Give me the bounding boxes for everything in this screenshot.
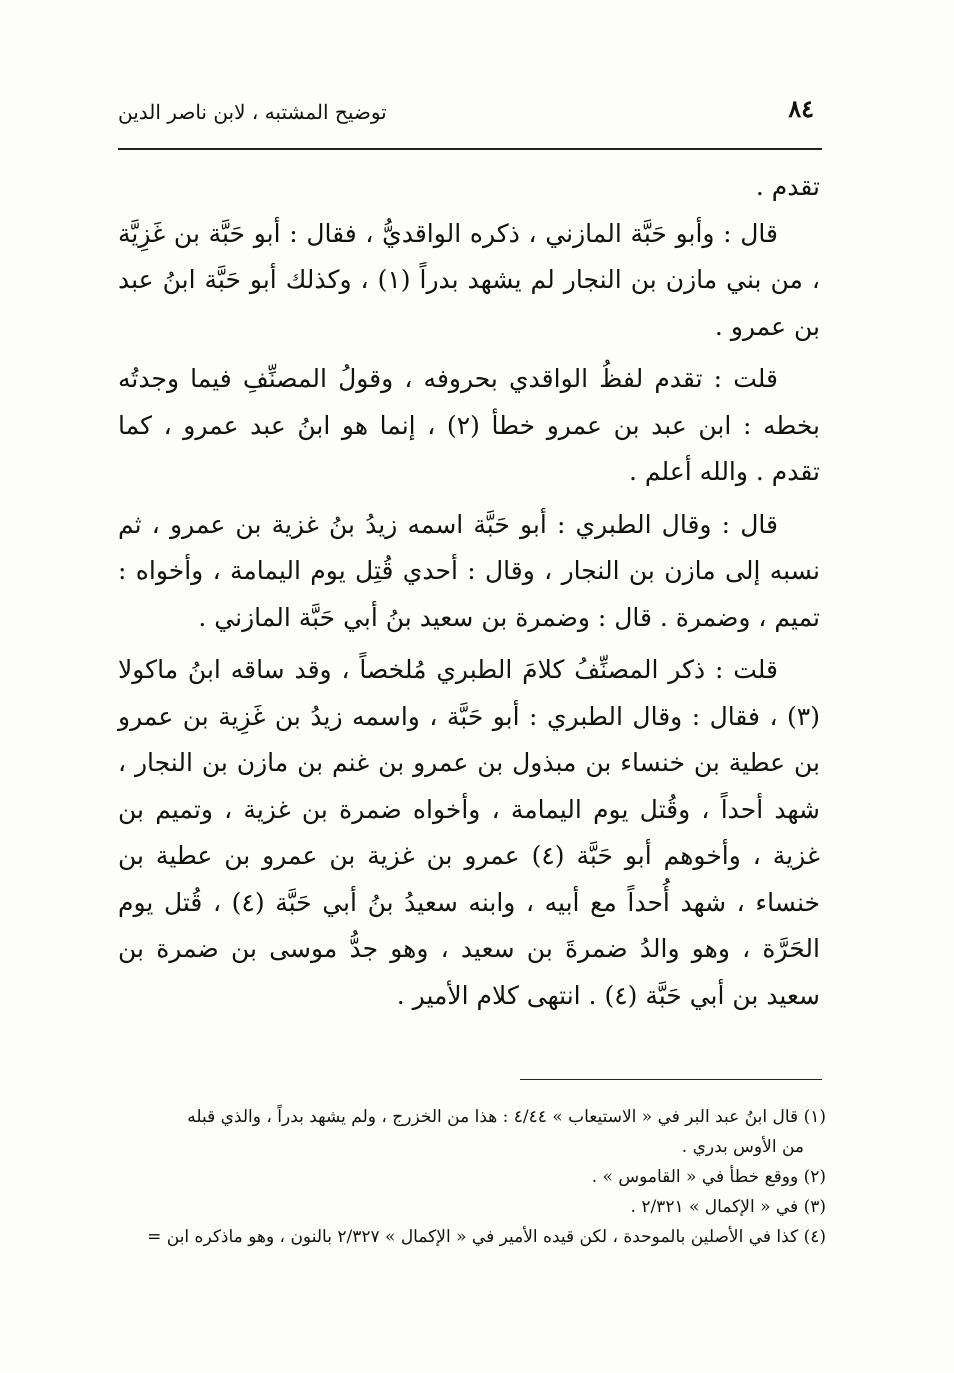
footnote: (٤) كذا في الأصلين بالموحدة ، لكن قيده الأمير في « الإكمال » ٢/٣٢٧ بالنون ، وهو ماذكره ابن = <box>147 1227 826 1247</box>
paragraph: قلت : تقدم لفظُ الواقدي بحروفه ، وقولُ المصنِّفِ فيما وجدتُه بخطه : ابن عبد بن عمرو خطأ (٢) ، إنما هو ابنُ عبد عمرو ، كما تقدم . والله أعلم . <box>118 364 820 486</box>
paragraph: قال : وأبو حَبَّة المازني ، ذكره الواقديُّ ، فقال : أبو حَبَّة بن غَزِيَّة ، من بني مازن بن النجار لم يشهد بدراً (١) ، وكذلك أبو حَبَّة ابنُ عبد بن عمرو . <box>118 218 820 341</box>
main-text <box>118 164 820 1019</box>
footnote-continuation: من الأوس بدري . <box>681 1137 804 1157</box>
page-number: ٨٤ <box>788 94 814 123</box>
paragraph: قلت : ذكر المصنِّفُ كلامَ الطبري مُلخصاً ، وقد ساقه ابنُ ماكولا (٣) ، فقال : وقال الطبري : أبو حَبَّة ، واسمه زيدُ بن غَزِية بن عمرو بن عطية بن خنساء بن مبذول بن عمرو بن غنم بن مازن بن النجار ، شهد أحداً ، وقُتل يوم اليمامة ، وأخواه ضمرة بن غزية ، وتميم بن غزية ، وأخوهم أبو حَبَّة (٤) عمرو بن غزية بن عمرو بن عطية بن خنساء ، شهد أُحداً مع أبيه ، وابنه سعيدُ بنُ أبي حَبَّة (٤) ، قُتل يوم الحَرَّة ، وهو والدُ ضمرةَ بن سعيد ، وهو جدُّ موسى بن ضمرة بن سعيد بن أبي حَبَّة (٤) . انتهى كلام الأمير . <box>118 655 821 1010</box>
footnote: (٣) في « الإكمال » ٢/٣٢١ . <box>630 1197 826 1217</box>
footnote: (١) قال ابنُ عبد البر في « الاستيعاب » ٤/٤٤ : هذا من الخزرج ، ولم يشهد بدراً ، والذي قبله <box>187 1107 826 1127</box>
running-title: توضيح المشتبه ، لابن ناصر الدين <box>118 100 387 124</box>
header-rule <box>118 148 822 150</box>
paragraph: تقدم . <box>755 172 820 201</box>
footnote: (٢) ووقع خطأ في « القاموس » . <box>591 1167 826 1187</box>
paragraph: قال : وقال الطبري : أبو حَبَّة اسمه زيدُ بنُ غزية بن عمرو ، ثم نسبه إلى مازن بن النجار ، وقال : أحدي قُتِل يوم اليمامة ، وأخواه : تميم ، وضمرة . قال : وضمرة بن سعيد بنُ أبي حَبَّة المازني . <box>118 509 820 632</box>
footnote-rule <box>520 1079 822 1080</box>
footnotes <box>112 1102 826 1252</box>
page-header <box>118 92 820 132</box>
